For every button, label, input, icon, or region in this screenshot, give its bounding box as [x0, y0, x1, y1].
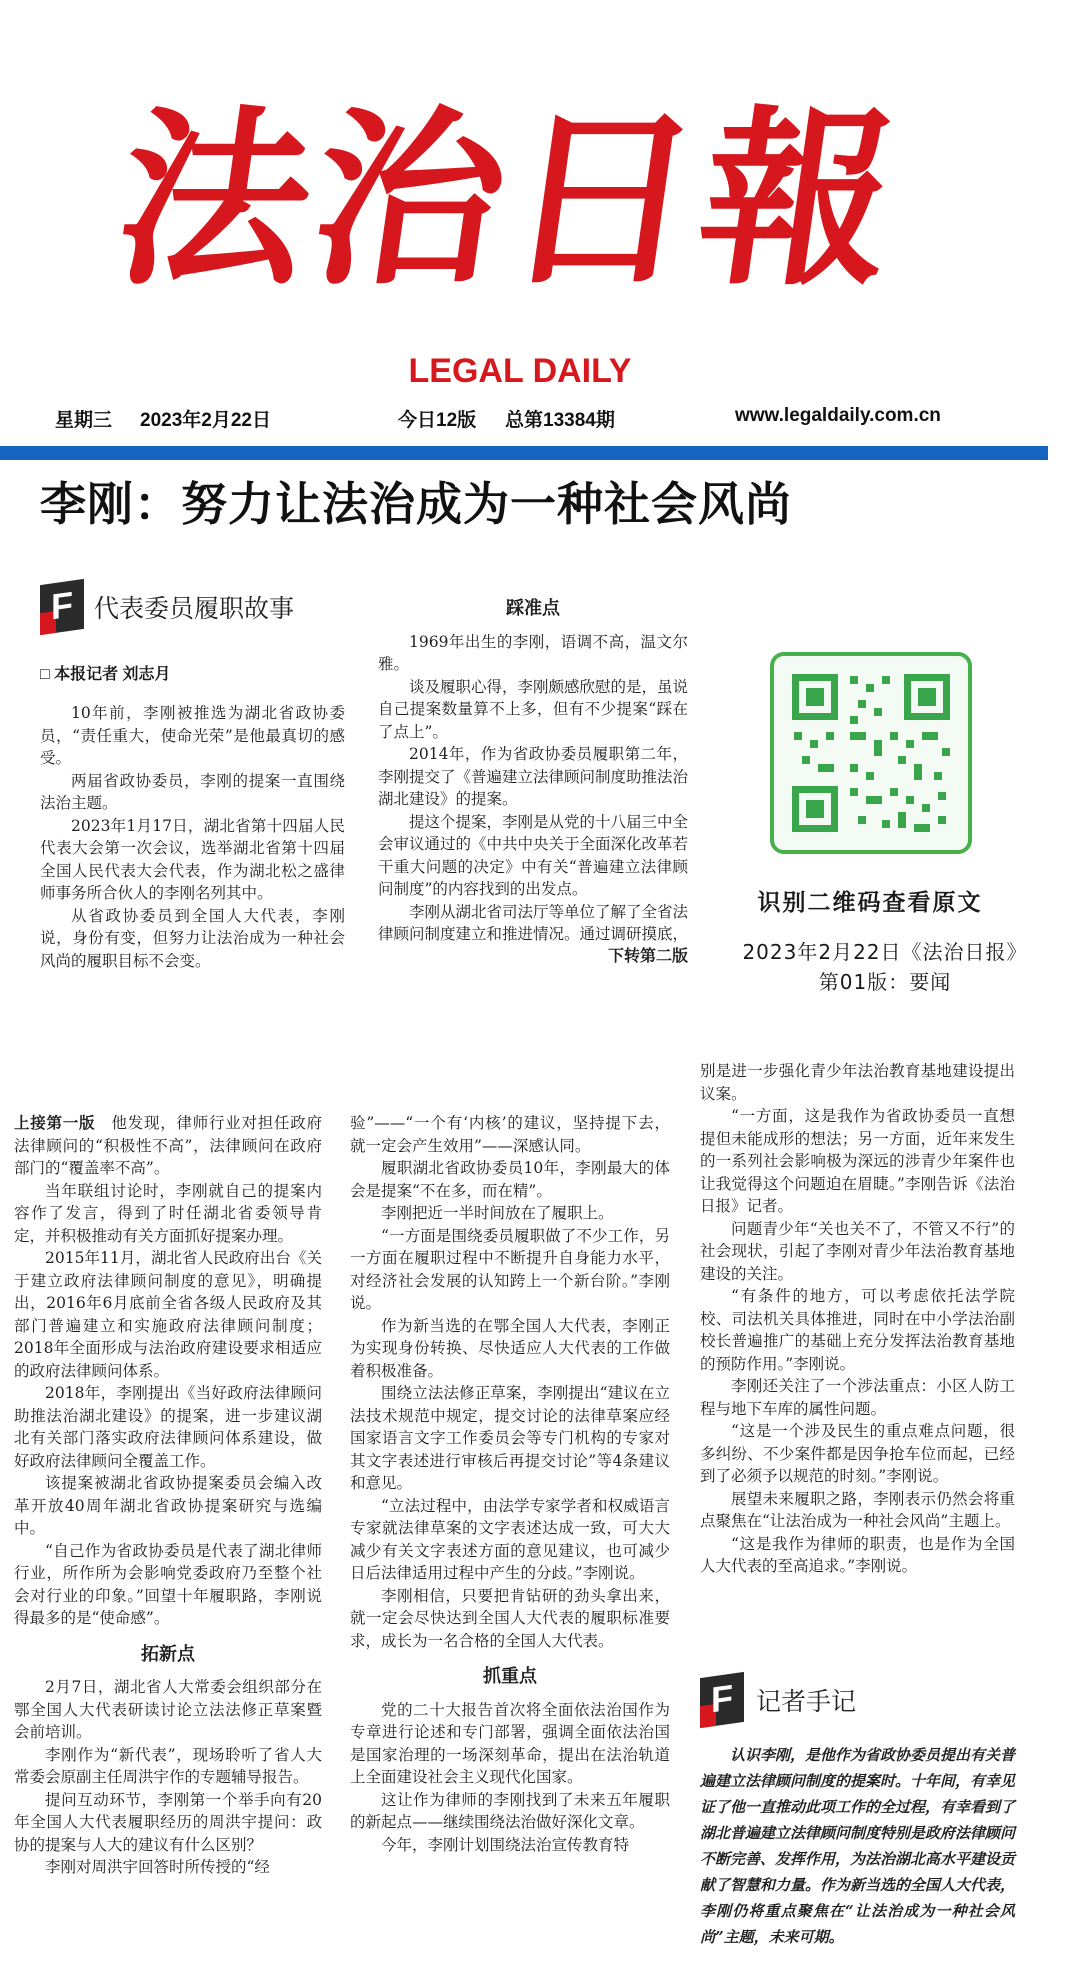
article-paragraph: “这是我作为律师的职责，也是作为全国人大代表的至高追求。”李刚说。: [700, 1534, 1015, 1575]
notes-label-text: 记者手记: [756, 1687, 857, 1716]
article-paragraph: “立法过程中，由法学专家学者和权威语言专家就法律草案的文字表述达成一致，可大大减少有关文字表述方面的意见建议，也可减少日后法律适用过程中产生的分歧。”李刚说。: [350, 1496, 670, 1582]
article-paragraph: “一方面，这是我作为省政协委员一直想提但未能成形的想法；另一方面，近年来发生的一系列社会影响极为深远的涉青少年案件也让我觉得这个问题迫在眉睫。”李刚告诉《法治日报》记者。: [700, 1107, 1015, 1215]
article-paragraph: 围绕立法法修正草案，李刚提出“建议在立法技术规范中规定，提交讨论的法律草案应经国家语言文字工作委员会等专门机构的专家对其文字表述进行审核后再提交讨论”等4条建议和意见。: [350, 1384, 670, 1492]
masthead-logo: 法治日報: [104, 88, 912, 311]
section-heading: 拓新点: [141, 1643, 195, 1665]
continued-first-paragraph: [14, 1112, 322, 1180]
intro-paragraph: 10年前，李刚被推选为湖北省政协委员，“责任重大，使命光荣”是他最真切的感受。: [40, 704, 345, 767]
intro-paragraph: 两届省政协委员，李刚的提案一直围绕法治主题。: [40, 771, 345, 812]
article-paragraph: “有条件的地方，可以考虑依托法学院校、司法机关具体推进，同时在中小学法治副校长普遍推广的基础上充分发挥法治教育基地的预防作用。”李刚说。: [700, 1287, 1015, 1373]
section1-paragraph: 谈及履职心得，李刚颇感欣慰的是，虽说自己提案数量算不上多，但有不少提案“踩在了点上”。: [378, 677, 689, 741]
section-heading: 抓重点: [483, 1666, 537, 1687]
article-paragraph: 2018年，李刚提出《当好政府法律顾问助推法治湖北建设》的提案，进一步建议湖北有关部门落实政府法律顾问体系建设，做好政府法律顾问全覆盖工作。: [14, 1384, 322, 1470]
website-link[interactable]: www.legaldaily.com.cn: [735, 405, 941, 426]
weekday: 星期三: [55, 410, 113, 431]
article-paragraph: 该提案被湖北省政协提案委员会编入改革开放40周年湖北省政协提案研究与选编中。: [14, 1474, 322, 1537]
article-paragraph: 党的二十大报告首次将全面依法治国作为专章进行论述和专门部署，强调全面依法治国是国家治理的一场深刻革命，提出在法治轨道上全面建设社会主义现代化国家。: [350, 1700, 670, 1786]
article-paragraph: 2月7日，湖北省人大常委会组织部分在鄂全国人大代表研读讨论立法法修正草案暨会前培训。: [14, 1678, 322, 1741]
continued-first-text: 他发现，律师行业对担任政府法律顾问的“积极性不高”，法律顾问在政府部门的“覆盖率不高”。: [14, 1114, 322, 1177]
article-paragraph: 李刚对周洪宇回答时所传授的“经: [45, 1858, 270, 1876]
notes-body: [700, 1742, 1015, 1950]
article-paragraph: 问题青少年“关也关不了，不管又不行”的社会现状，引起了李刚对青少年法治教育基地建设的关注。: [700, 1219, 1015, 1283]
intro-column: [40, 702, 345, 972]
article-paragraph: “这是一个涉及民生的重点难点问题，很多纠纷、不少案件都是因争抢车位而起，已经到了必须予以规范的时刻。”李刚说。: [700, 1422, 1015, 1485]
qr-caption: 识别二维码查看原文: [757, 890, 983, 916]
masthead-english: LEGAL DAILY: [408, 352, 632, 390]
column-label-text: 代表委员履职故事: [94, 594, 295, 623]
article-paragraph: “自己作为省政协委员是代表了湖北律师行业，所作所为会影响党委政府乃至整个社会对行业的印象。”回望十年履职路，李刚说得最多的是“使命感”。: [14, 1541, 322, 1627]
continue-label: 下转第二版: [607, 947, 688, 965]
notes-paragraph: 认识李刚，是他作为省政协委员提出有关普遍建立法律顾问制度的提案时。十年间，有幸见证了他一直推动此项工作的全过程，有幸看到了湖北普遍建立法律顾问制度特别是政府法律顾问不断完善、发挥作用，为法治湖北高水平建设贡献了智慧和力量。作为新当选的全国人大代表，李刚仍将重点聚焦在“让法治成为一种社会风尚”主题，未来可期。: [700, 1746, 1016, 1946]
section1-column: [378, 592, 688, 968]
header-rule: [0, 446, 1048, 460]
article-paragraph: 这让作为律师的李刚找到了未来五年履职的新起点——继续围绕法治做好深化文章。: [350, 1790, 670, 1831]
article-paragraph: 履职湖北省政协委员10年，李刚最大的体会是提案“不在多，而在精”。: [350, 1159, 670, 1200]
article-paragraph: 展望未来履职之路，李刚表示仍然会将重点聚焦在“让法治成为一种社会风尚”主题上。: [700, 1489, 1015, 1530]
article-paragraph: 提问互动环节，李刚第一个举手向有20年全国人大代表履职经历的周洪宇提问：政协的提案与人大的建议有什么区别？: [14, 1790, 322, 1854]
issue-date: 2023年2月22日: [140, 410, 271, 431]
continued-column-2: [350, 1112, 670, 1856]
column-label: [40, 582, 294, 632]
section-heading: 踩准点: [506, 598, 560, 619]
qr-code[interactable]: [770, 652, 972, 854]
column-logo-icon: F: [40, 579, 84, 635]
article-paragraph: 李刚把近一半时间放在了履职上。: [381, 1204, 614, 1222]
intro-paragraph: 2023年1月17日，湖北省第十四届人民代表大会第一次会议，选举湖北省第十四届全国人民代表大会代表，作为湖北松之盛律师事务所合伙人的李刚名列其中。: [40, 816, 345, 902]
article-paragraph: 当年联组讨论时，李刚就自己的提案内容作了发言，得到了时任湖北省委领导肯定，并积极推动有关方面抓好提案办理。: [14, 1181, 322, 1245]
article-paragraph: 别是进一步强化青少年法治教育基地建设提出议案。: [700, 1062, 1015, 1103]
article-paragraph: 今年，李刚计划围绕法治宣传教育特: [381, 1835, 630, 1854]
article-paragraph: 验”——“一个有‘内核’的建议，坚持提下去，就一定会产生效用”——深感认同。: [350, 1114, 670, 1155]
section1-paragraph: 提这个提案，李刚是从党的十八届三中全会审议通过的《中共中央关于全面深化改革若干重大问题的决定》中有关“普遍建立法律顾问制度”的内容找到的出发点。: [378, 812, 689, 898]
section1-paragraph: 2014年，作为省政协委员履职第二年，李刚提交了《普遍建立法律顾问制度助推法治湖北建设》的提案。: [378, 745, 689, 808]
article-paragraph: 李刚还关注了一个涉法重点：小区人防工程与地下车库的属性问题。: [700, 1377, 1015, 1418]
qr-source-date: 2023年2月22日《法治日报》: [742, 940, 1028, 964]
qr-source-page: 第01版：要闻: [818, 970, 952, 994]
byline: □ 本报记者 刘志月: [40, 666, 171, 683]
section1-paragraph: 1969年出生的李刚，语调不高，温文尔雅。: [378, 632, 688, 673]
continued-column-3: [700, 1060, 1015, 1578]
article-paragraph: 李刚作为“新代表”，现场聆听了省人大常委会原副主任周洪宇作的专题辅导报告。: [14, 1745, 322, 1786]
intro-paragraph: 从省政协委员到全国人大代表，李刚说，身份有变，但努力让法治成为一种社会风尚的履职目标不会变。: [40, 906, 345, 970]
notes-logo-icon: F: [700, 1672, 744, 1728]
issue-number: 总第13384期: [505, 410, 615, 431]
section1-paragraph: 李刚从湖北省司法厅等单位了解了全省法律顾问制度建立和推进情况。通过调研摸底，: [378, 902, 689, 943]
page-count: 今日12版: [398, 410, 477, 431]
page-headline: 李刚：努力让法治成为一种社会风尚: [40, 477, 792, 531]
continued-lead: 上接第一版: [14, 1113, 96, 1132]
notes-label: [700, 1675, 856, 1725]
continued-column-1: [14, 1112, 322, 1879]
article-paragraph: 作为新当选的在鄂全国人大代表，李刚正为实现身份转换、尽快适应人大代表的工作做着积极准备。: [350, 1316, 670, 1380]
article-paragraph: 2015年11月，湖北省人民政府出台《关于建立政府法律顾问制度的意见》，明确提出，2016年6月底前全省各级人民政府及其部门普遍建立和实施政府法律顾问制度；2018年全面形成与法治政府建设要求相适应的政府法律顾问体系。: [14, 1249, 322, 1380]
qr-code-icon: [774, 656, 968, 850]
article-paragraph: 李刚相信，只要把肯钻研的劲头拿出来，就一定会尽快达到全国人大代表的履职标准要求，成长为一名合格的全国人大代表。: [350, 1586, 670, 1650]
article-paragraph: “一方面是围绕委员履职做了不少工作，另一方面在履职过程中不断提升自身能力水平，对经济社会发展的认知跨上一个新台阶。”李刚说。: [350, 1226, 670, 1312]
